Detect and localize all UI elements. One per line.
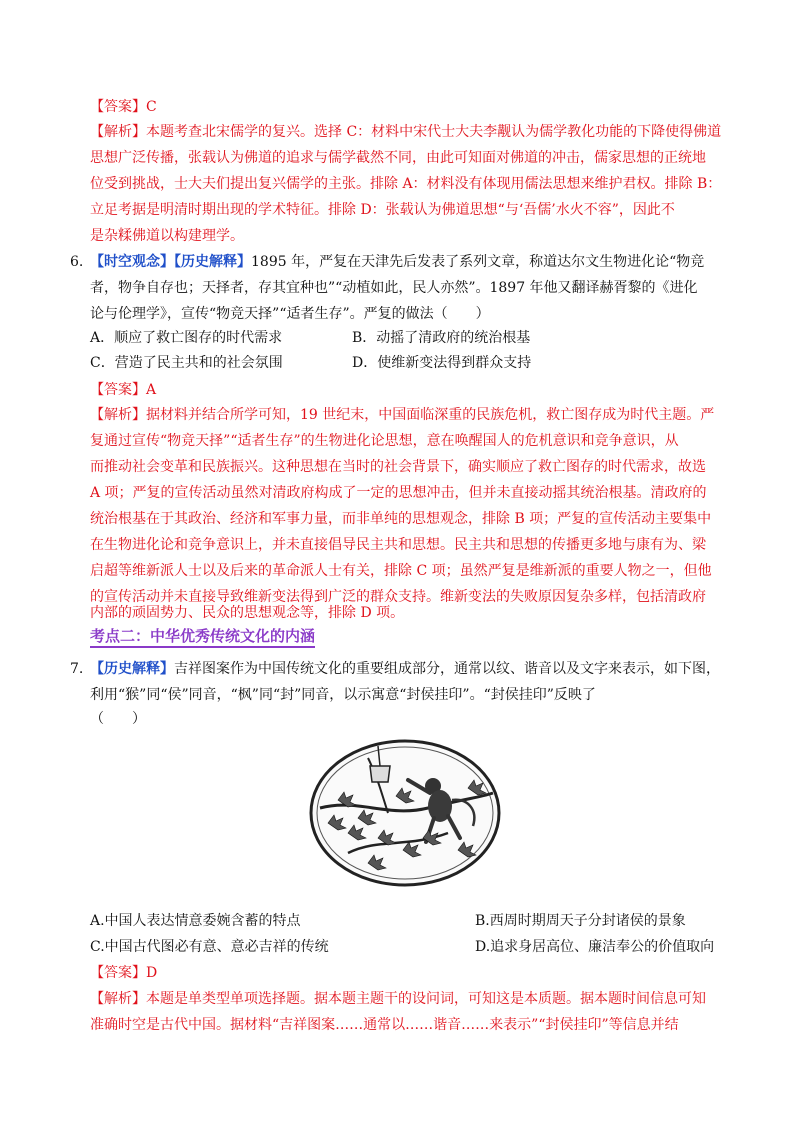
q6-option-a[interactable]: A．顺应了救亡图存的时代需求: [90, 330, 283, 346]
q6-analysis-line: 【解析】据材料并结合所学可知，19 世纪末，中国面临深重的民族危机，救亡图存成为时代主题。严: [90, 407, 715, 423]
q5-analysis-line: 是杂糅佛道以构建理学。: [90, 228, 244, 244]
q6-tag-interpretation: 【历史解释】: [174, 254, 251, 270]
q5-analysis-line: 思想广泛传播，张载认为佛道的追求与儒学截然不同，由此可知面对佛道的冲击，儒家思想的正统地: [90, 150, 706, 166]
q7-analysis-line: 【解析】本题是单类型单项选择题。据本题主题干的设问词，可知这是本质题。据本题时间信息可知: [90, 991, 706, 1007]
q6-option-d[interactable]: D．使维新变法得到群众支持: [352, 355, 532, 371]
q7-stem-line: 利用“猴”同“侯”同音，“枫”同“封”同音，以示寓意“封侯挂印”。“封侯挂印”反映了: [90, 687, 596, 703]
q6-analysis-line: 统治根基在于其政治、经济和军事力量，而非单纯的思想观念，排除 B 项；严复的宣传活动主要集中: [90, 511, 712, 527]
q6-analysis-line: 启超等维新派人士以及后来的革命派人士有关，排除 C 项；虽然严复是维新派的重要人物之一，但他: [90, 563, 712, 579]
q5-analysis-line: 【解析】本题考查北宋儒学的复兴。选择 C：材料中宋代士大夫李觏认为儒学教化功能的下降使得佛道: [90, 124, 722, 140]
q7-option-c[interactable]: C.中国古代图必有意、意必吉祥的传统: [90, 939, 329, 955]
section-heading: 考点二：中华优秀传统文化的内涵: [90, 627, 315, 648]
q6-analysis-line: 的宣传活动并未直接导致维新变法得到广泛的群众支持。维新变法的失败原因复杂多样，包括清政府: [90, 589, 706, 605]
monkey-maple-illustration: [308, 738, 502, 888]
q6-stem-line: 1895 年，严复在天津先后发表了系列文章，称道达尔文生物进化论“物竞: [251, 254, 705, 270]
q6-analysis-line: A 项；严复的宣传活动虽然对清政府构成了一定的思想冲击，但并未直接动摇其统治根基。清政府的: [90, 485, 707, 501]
q6-tag-spacetime: 【时空观念】: [90, 254, 174, 270]
q6-stem-line: 论与伦理学》，宣传“物竞天择”“适者生存”。严复的做法（ ）: [90, 306, 490, 322]
q6-stem-first-line: [90, 253, 704, 271]
q6-analysis-line: 在生物进化论和竞争意识上，并未直接倡导民主共和思想。民主共和思想的传播更多地与康有为、梁: [90, 537, 706, 553]
q6-option-c[interactable]: C．营造了民主共和的社会氛围: [90, 355, 283, 371]
q6-analysis-line: 复通过宣传“物竞天择”“适者生存”的生物进化论思想，意在唤醒国人的危机意识和竞争意识，从: [90, 433, 679, 449]
q7-analysis-line: 准确时空是古代中国。据材料“吉祥图案……通常以……谐音……来表示”“封侯挂印”等信息并结: [90, 1017, 679, 1033]
q7-stem-line: （ ）: [90, 711, 146, 727]
q7-answer: 【答案】D: [90, 965, 158, 981]
q5-analysis-line: 立足考据是明清时期出现的学术特征。排除 D：张载认为佛道思想“与‘吾儒’水火不容”，因此不: [90, 202, 675, 218]
q7-number: 7.: [70, 661, 84, 677]
q5-analysis-line: 位受到挑战，士大夫们提出复兴儒学的主张。排除 A：材料没有体现用儒法思想来维护君权。排除 B：: [90, 176, 722, 192]
q6-analysis-line: 而推动社会变革和民族振兴。这种思想在当时的社会背景下，确实顺应了救亡图存的时代需求，故选: [90, 459, 706, 475]
q7-stem-first-line: [90, 660, 720, 678]
q6-stem-line: 者，物争自存也；天择者，存其宜种也”“动植如此，民人亦然”。1897 年他又翻译赫胥黎的《进化: [90, 280, 698, 296]
q6-answer: 【答案】A: [90, 382, 157, 398]
q6-number: 6.: [70, 254, 84, 270]
q7-option-b[interactable]: B.西周时期周天子分封诸侯的景象: [475, 913, 686, 929]
q7-option-a[interactable]: A.中国人表达情意委婉含蓄的特点: [90, 913, 301, 929]
q6-analysis-line: 内部的顽固势力、民众的思想观念等，排除 D 项。: [90, 605, 405, 621]
q6-option-b[interactable]: B．动摇了清政府的统治根基: [352, 330, 531, 346]
q7-tag-interpretation: 【历史解释】: [90, 661, 174, 677]
q5-answer: 【答案】C: [90, 99, 157, 115]
q7-stem-line: 吉祥图案作为中国传统文化的重要组成部分，通常以纹、谐音以及文字来表示，如下图，: [174, 661, 720, 677]
q7-option-d[interactable]: D.追求身居高位、廉洁奉公的价值取向: [475, 939, 715, 955]
